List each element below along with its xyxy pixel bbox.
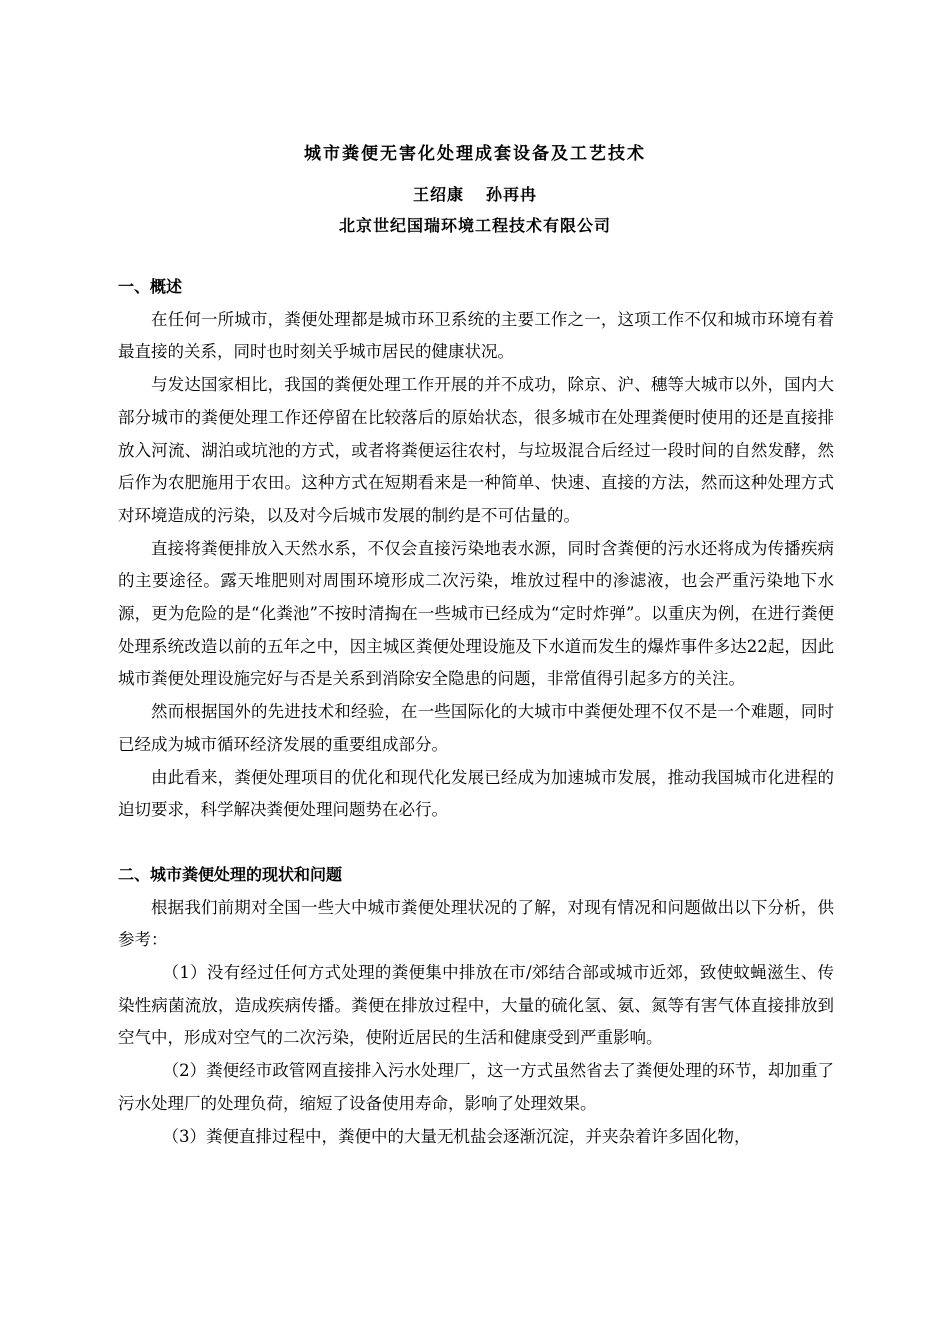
- paragraph: 与发达国家相比，我国的粪便处理工作开展的并不成功，除京、沪、穗等大城市以外，国内大部分城市的粪便处理工作还停留在比较落后的原始状态，很多城市在处理粪便时使用的还是直接排放入河流、湖泊或坑池的方式，或者将粪便运往农村，与垃圾混合后经过一段时间的自然发酵，然后作为农肥施用于农田。这种方式在短期看来是一种简单、快速、直接的方法，然而这种处理方式对环境造成的污染，以及对今后城市发展的制约是不可估量的。: [118, 375, 834, 525]
- organization-name: 北京世纪国瑞环境工程技术有限公司: [338, 216, 611, 235]
- list-item: （1）没有经过任何方式处理的粪便集中排放在市/郊结合部或城市近郊，致使蚊蝇滋生、传染性病菌流放，造成疾病传播。粪便在排放过程中，大量的硫化氢、氨、氮等有害气体直接排放到空气中，形成对空气的二次污染，使附近居民的生活和健康受到严重影响。: [118, 963, 834, 1048]
- list-item: （3）粪便直排过程中，粪便中的大量无机盐会逐渐沉淀，并夹杂着许多固化物，: [162, 1126, 751, 1146]
- paragraph: 然而根据国外的先进技术和经验，在一些国际化的大城市中粪便处理不仅不是一个难题，同时已经成为城市循环经济发展的重要组成部分。: [118, 702, 834, 754]
- author-name: 孙再冉: [486, 185, 538, 204]
- author-line: [0, 181, 950, 209]
- document-body: [118, 271, 834, 1153]
- section-heading: 二、城市粪便处理的现状和问题: [118, 864, 343, 884]
- author-name: 王绍康: [412, 185, 464, 204]
- paragraph: 由此看来，粪便处理项目的优化和现代化发展已经成为加速城市发展，推动我国城市化进程的迫切要求，科学解决粪便处理问题势在必行。: [118, 767, 834, 820]
- paragraph: 根据我们前期对全国一些大中城市粪便处理状况的了解，对现有情况和问题做出以下分析，供参考：: [118, 897, 834, 950]
- list-item: （2）粪便经市政管网直接排入污水处理厂，这一方式虽然省去了粪便处理的环节，却加重了污水处理厂的处理负荷，缩短了设备使用寿命，影响了处理效果。: [118, 1061, 834, 1113]
- paragraph: 直接将粪便排放入天然水系，不仅会直接污染地表水源，同时含粪便的污水还将成为传播疾病的主要途径。露天堆肥则对周围环境形成二次污染，堆放过程中的渗滤液，也会严重污染地下水源，更为危险的是“化粪池”不按时清掏在一些城市已经成为“定时炸弹”。以重庆为例，在进行粪便处理系统改造以前的五年之中，因主城区粪便处理设施及下水道而发生的爆炸事件多达22起，因此城市粪便处理设施完好与否是关系到消除安全隐患的问题，非常值得引起多方的关注。: [118, 538, 834, 689]
- section-heading: 一、概述: [118, 277, 183, 296]
- paragraph: 在任何一所城市，粪便处理都是城市环卫系统的主要工作之一，这项工作不仅和城市环境有着最直接的关系，同时也时刻关乎城市居民的健康状况。: [118, 309, 834, 362]
- document-title: 城市粪便无害化处理成套设备及工艺技术: [304, 144, 646, 164]
